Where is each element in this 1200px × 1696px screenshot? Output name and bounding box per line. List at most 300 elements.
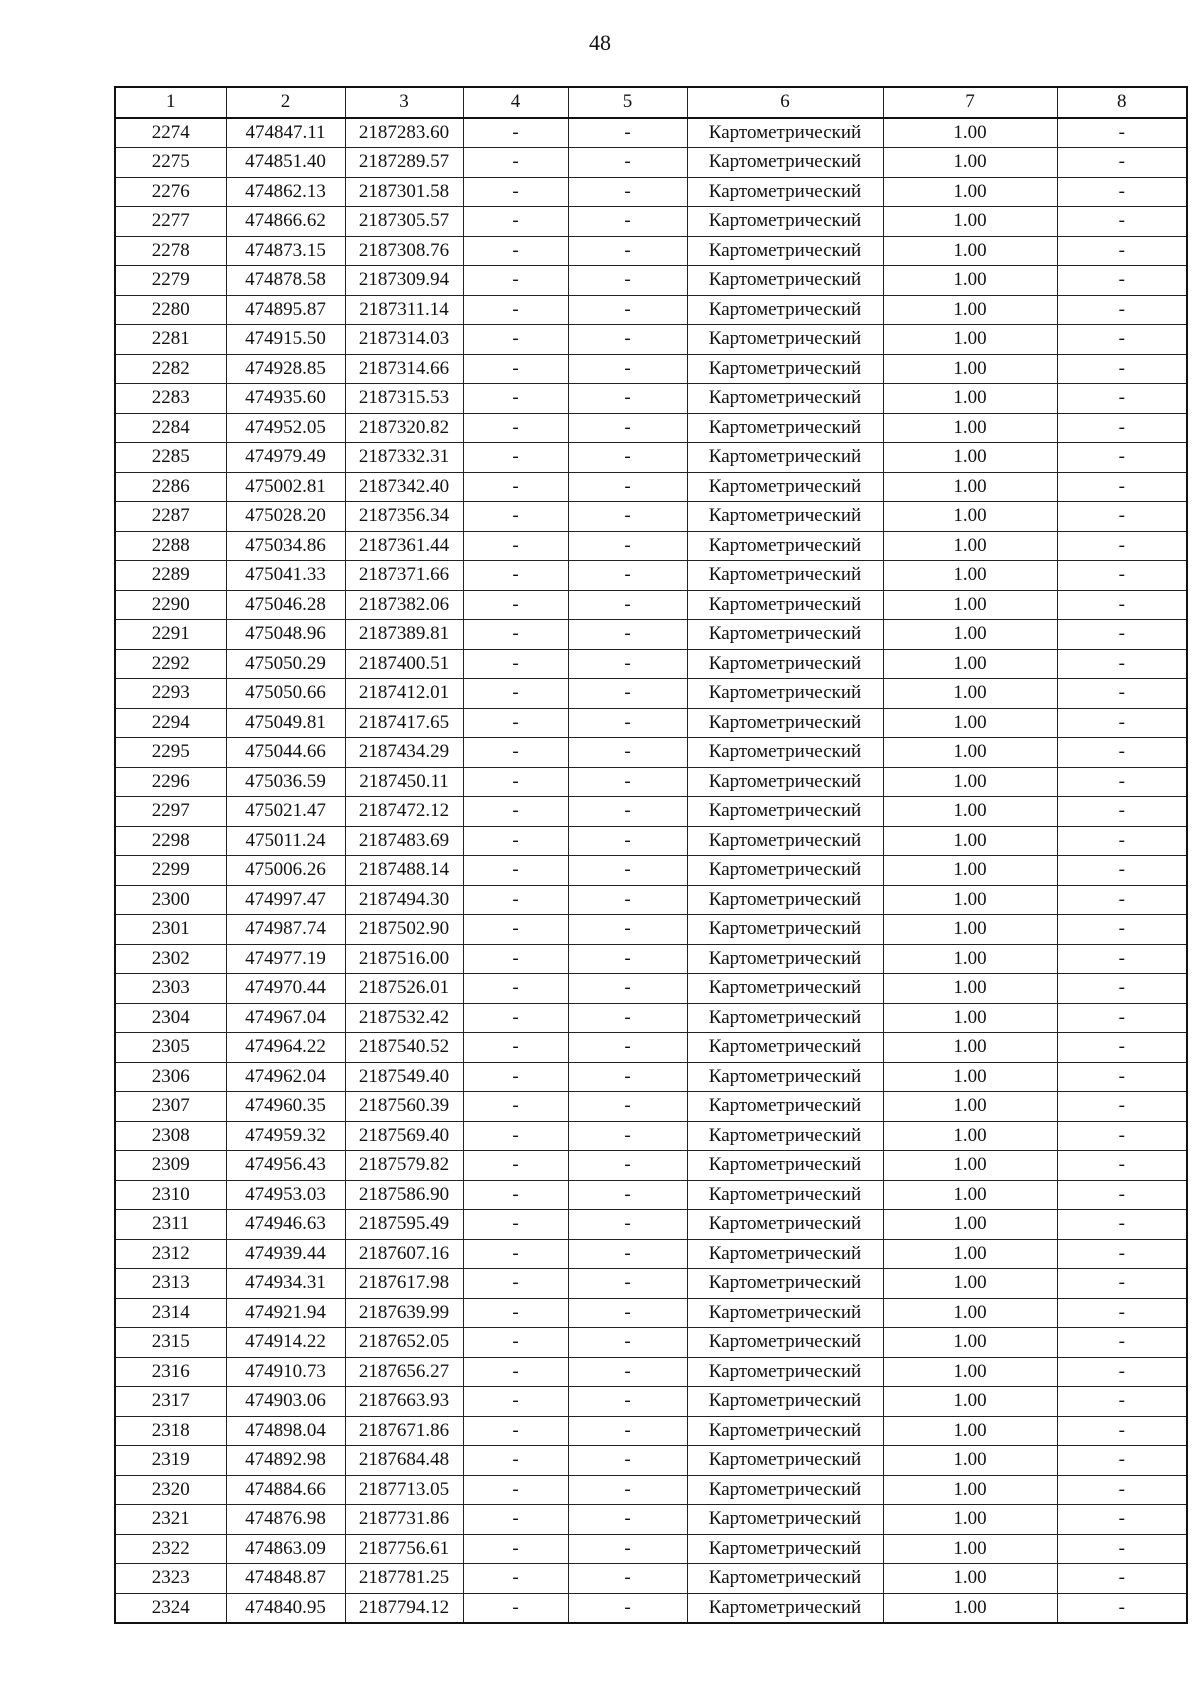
cell-coord-y: 2187540.52: [345, 1033, 463, 1063]
cell-point-number: 2324: [115, 1593, 226, 1623]
cell-method: Картометрический: [687, 797, 883, 827]
cell-coord-y: 2187656.27: [345, 1357, 463, 1387]
cell-point-number: 2293: [115, 679, 226, 709]
cell-col-4: -: [463, 472, 568, 502]
cell-point-number: 2289: [115, 561, 226, 591]
cell-precision: 1.00: [883, 413, 1057, 443]
table-row: [115, 354, 1187, 384]
cell-point-number: 2285: [115, 443, 226, 473]
cell-col-5: -: [568, 1505, 687, 1535]
cell-point-number: 2300: [115, 885, 226, 915]
cell-col-4: -: [463, 531, 568, 561]
cell-coord-x: 475006.26: [226, 856, 345, 886]
cell-col-4: -: [463, 1387, 568, 1417]
cell-method: Картометрический: [687, 856, 883, 886]
cell-point-number: 2320: [115, 1475, 226, 1505]
cell-precision: 1.00: [883, 1062, 1057, 1092]
cell-point-number: 2317: [115, 1387, 226, 1417]
cell-col-8: -: [1057, 325, 1187, 355]
cell-col-4: -: [463, 148, 568, 178]
cell-coord-x: 474946.63: [226, 1210, 345, 1240]
cell-point-number: 2304: [115, 1003, 226, 1033]
cell-coord-x: 475048.96: [226, 620, 345, 650]
cell-point-number: 2299: [115, 856, 226, 886]
cell-col-8: -: [1057, 1505, 1187, 1535]
cell-coord-y: 2187289.57: [345, 148, 463, 178]
coordinates-table: [114, 86, 1188, 1624]
cell-coord-y: 2187450.11: [345, 767, 463, 797]
table-row: [115, 1505, 1187, 1535]
cell-precision: 1.00: [883, 915, 1057, 945]
cell-col-5: -: [568, 1357, 687, 1387]
cell-col-5: -: [568, 679, 687, 709]
table-row: [115, 590, 1187, 620]
cell-coord-y: 2187595.49: [345, 1210, 463, 1240]
table-row: [115, 1416, 1187, 1446]
table-row: [115, 1003, 1187, 1033]
cell-point-number: 2322: [115, 1534, 226, 1564]
cell-method: Картометрический: [687, 413, 883, 443]
cell-coord-y: 2187488.14: [345, 856, 463, 886]
cell-coord-y: 2187417.65: [345, 708, 463, 738]
cell-coord-x: 474898.04: [226, 1416, 345, 1446]
cell-method: Картометрический: [687, 1239, 883, 1269]
cell-col-4: -: [463, 797, 568, 827]
cell-col-5: -: [568, 384, 687, 414]
cell-col-4: -: [463, 649, 568, 679]
cell-precision: 1.00: [883, 295, 1057, 325]
cell-precision: 1.00: [883, 1446, 1057, 1476]
cell-coord-x: 474884.66: [226, 1475, 345, 1505]
table-row: [115, 738, 1187, 768]
cell-coord-y: 2187794.12: [345, 1593, 463, 1623]
cell-col-8: -: [1057, 1092, 1187, 1122]
cell-col-4: -: [463, 266, 568, 296]
page-number: 48: [589, 30, 611, 55]
cell-col-8: -: [1057, 207, 1187, 237]
cell-coord-y: 2187382.06: [345, 590, 463, 620]
cell-coord-y: 2187314.03: [345, 325, 463, 355]
cell-col-8: -: [1057, 649, 1187, 679]
table-row: [115, 472, 1187, 502]
cell-col-5: -: [568, 531, 687, 561]
cell-point-number: 2306: [115, 1062, 226, 1092]
table-row: [115, 325, 1187, 355]
cell-coord-y: 2187652.05: [345, 1328, 463, 1358]
cell-coord-x: 475028.20: [226, 502, 345, 532]
column-header-5: 5: [568, 87, 687, 118]
cell-point-number: 2286: [115, 472, 226, 502]
cell-point-number: 2277: [115, 207, 226, 237]
cell-point-number: 2312: [115, 1239, 226, 1269]
table-row: [115, 1357, 1187, 1387]
cell-precision: 1.00: [883, 177, 1057, 207]
cell-point-number: 2298: [115, 826, 226, 856]
cell-coord-x: 475021.47: [226, 797, 345, 827]
cell-coord-y: 2187639.99: [345, 1298, 463, 1328]
table-header-row: [115, 87, 1187, 118]
cell-precision: 1.00: [883, 826, 1057, 856]
cell-col-4: -: [463, 236, 568, 266]
cell-precision: 1.00: [883, 1210, 1057, 1240]
cell-coord-x: 475049.81: [226, 708, 345, 738]
cell-method: Картометрический: [687, 1151, 883, 1181]
cell-coord-x: 474987.74: [226, 915, 345, 945]
cell-col-5: -: [568, 1416, 687, 1446]
cell-col-5: -: [568, 1092, 687, 1122]
cell-method: Картометрический: [687, 561, 883, 591]
cell-point-number: 2301: [115, 915, 226, 945]
column-header-4: 4: [463, 87, 568, 118]
cell-point-number: 2314: [115, 1298, 226, 1328]
cell-point-number: 2321: [115, 1505, 226, 1535]
cell-col-5: -: [568, 1446, 687, 1476]
cell-method: Картометрический: [687, 266, 883, 296]
cell-coord-y: 2187389.81: [345, 620, 463, 650]
cell-coord-x: 475041.33: [226, 561, 345, 591]
cell-method: Картометрический: [687, 1475, 883, 1505]
cell-precision: 1.00: [883, 1092, 1057, 1122]
table-row: [115, 1328, 1187, 1358]
cell-col-8: -: [1057, 295, 1187, 325]
cell-precision: 1.00: [883, 266, 1057, 296]
cell-col-5: -: [568, 295, 687, 325]
cell-precision: 1.00: [883, 531, 1057, 561]
cell-col-5: -: [568, 885, 687, 915]
cell-precision: 1.00: [883, 1151, 1057, 1181]
cell-col-4: -: [463, 1092, 568, 1122]
cell-precision: 1.00: [883, 679, 1057, 709]
cell-col-4: -: [463, 502, 568, 532]
cell-col-8: -: [1057, 1239, 1187, 1269]
cell-point-number: 2290: [115, 590, 226, 620]
cell-col-5: -: [568, 1593, 687, 1623]
cell-coord-x: 475044.66: [226, 738, 345, 768]
cell-precision: 1.00: [883, 797, 1057, 827]
cell-method: Картометрический: [687, 1387, 883, 1417]
cell-col-8: -: [1057, 1180, 1187, 1210]
cell-point-number: 2302: [115, 944, 226, 974]
cell-col-8: -: [1057, 915, 1187, 945]
cell-col-4: -: [463, 1180, 568, 1210]
cell-coord-y: 2187332.31: [345, 443, 463, 473]
cell-precision: 1.00: [883, 148, 1057, 178]
cell-col-8: -: [1057, 1534, 1187, 1564]
cell-col-5: -: [568, 1062, 687, 1092]
cell-method: Картометрический: [687, 148, 883, 178]
cell-col-4: -: [463, 1062, 568, 1092]
cell-method: Картометрический: [687, 1121, 883, 1151]
cell-coord-y: 2187483.69: [345, 826, 463, 856]
cell-point-number: 2283: [115, 384, 226, 414]
cell-method: Картометрический: [687, 443, 883, 473]
cell-col-8: -: [1057, 443, 1187, 473]
cell-coord-x: 474921.94: [226, 1298, 345, 1328]
cell-col-4: -: [463, 1328, 568, 1358]
cell-col-5: -: [568, 1003, 687, 1033]
cell-point-number: 2316: [115, 1357, 226, 1387]
cell-precision: 1.00: [883, 944, 1057, 974]
cell-coord-x: 474892.98: [226, 1446, 345, 1476]
cell-point-number: 2287: [115, 502, 226, 532]
cell-col-5: -: [568, 1033, 687, 1063]
cell-col-5: -: [568, 1269, 687, 1299]
cell-precision: 1.00: [883, 354, 1057, 384]
cell-col-4: -: [463, 384, 568, 414]
cell-coord-x: 474903.06: [226, 1387, 345, 1417]
cell-point-number: 2303: [115, 974, 226, 1004]
table-row: [115, 885, 1187, 915]
cell-coord-x: 474952.05: [226, 413, 345, 443]
cell-precision: 1.00: [883, 1564, 1057, 1594]
table-row: [115, 944, 1187, 974]
cell-precision: 1.00: [883, 856, 1057, 886]
cell-coord-x: 475002.81: [226, 472, 345, 502]
cell-coord-x: 474863.09: [226, 1534, 345, 1564]
cell-coord-x: 474967.04: [226, 1003, 345, 1033]
cell-precision: 1.00: [883, 1033, 1057, 1063]
cell-coord-x: 474914.22: [226, 1328, 345, 1358]
cell-point-number: 2288: [115, 531, 226, 561]
cell-method: Картометрический: [687, 384, 883, 414]
table-row: [115, 1180, 1187, 1210]
cell-method: Картометрический: [687, 1269, 883, 1299]
cell-coord-y: 2187579.82: [345, 1151, 463, 1181]
cell-col-5: -: [568, 1180, 687, 1210]
cell-precision: 1.00: [883, 1416, 1057, 1446]
cell-coord-y: 2187713.05: [345, 1475, 463, 1505]
cell-coord-y: 2187781.25: [345, 1564, 463, 1594]
cell-col-5: -: [568, 1564, 687, 1594]
cell-precision: 1.00: [883, 236, 1057, 266]
column-header-8: 8: [1057, 87, 1187, 118]
cell-coord-x: 474977.19: [226, 944, 345, 974]
cell-col-8: -: [1057, 708, 1187, 738]
cell-coord-x: 474848.87: [226, 1564, 345, 1594]
cell-coord-x: 475036.59: [226, 767, 345, 797]
cell-col-4: -: [463, 767, 568, 797]
cell-col-4: -: [463, 708, 568, 738]
cell-coord-y: 2187434.29: [345, 738, 463, 768]
cell-coord-y: 2187342.40: [345, 472, 463, 502]
cell-coord-x: 474873.15: [226, 236, 345, 266]
cell-col-4: -: [463, 413, 568, 443]
cell-col-5: -: [568, 177, 687, 207]
cell-method: Картометрический: [687, 1357, 883, 1387]
cell-coord-x: 474876.98: [226, 1505, 345, 1535]
cell-method: Картометрический: [687, 236, 883, 266]
cell-precision: 1.00: [883, 974, 1057, 1004]
cell-coord-y: 2187400.51: [345, 649, 463, 679]
cell-col-4: -: [463, 738, 568, 768]
table-row: [115, 708, 1187, 738]
cell-precision: 1.00: [883, 1269, 1057, 1299]
cell-col-4: -: [463, 443, 568, 473]
cell-coord-x: 475050.29: [226, 649, 345, 679]
table-row: [115, 1387, 1187, 1417]
cell-col-8: -: [1057, 1151, 1187, 1181]
cell-coord-x: 474866.62: [226, 207, 345, 237]
cell-col-4: -: [463, 1593, 568, 1623]
cell-method: Картометрический: [687, 1062, 883, 1092]
cell-method: Картометрический: [687, 1003, 883, 1033]
cell-col-8: -: [1057, 826, 1187, 856]
cell-point-number: 2284: [115, 413, 226, 443]
cell-coord-y: 2187361.44: [345, 531, 463, 561]
table-row: [115, 531, 1187, 561]
cell-col-8: -: [1057, 1298, 1187, 1328]
cell-col-8: -: [1057, 118, 1187, 148]
cell-coord-y: 2187301.58: [345, 177, 463, 207]
cell-precision: 1.00: [883, 1387, 1057, 1417]
cell-col-4: -: [463, 856, 568, 886]
table-row: [115, 1564, 1187, 1594]
cell-coord-y: 2187663.93: [345, 1387, 463, 1417]
cell-precision: 1.00: [883, 207, 1057, 237]
cell-method: Картометрический: [687, 620, 883, 650]
cell-method: Картометрический: [687, 1416, 883, 1446]
cell-col-4: -: [463, 118, 568, 148]
table-row: [115, 974, 1187, 1004]
cell-method: Картометрический: [687, 1210, 883, 1240]
cell-col-5: -: [568, 1387, 687, 1417]
cell-col-5: -: [568, 443, 687, 473]
cell-precision: 1.00: [883, 1003, 1057, 1033]
cell-coord-y: 2187684.48: [345, 1446, 463, 1476]
cell-point-number: 2282: [115, 354, 226, 384]
cell-coord-y: 2187494.30: [345, 885, 463, 915]
cell-coord-x: 475050.66: [226, 679, 345, 709]
cell-col-4: -: [463, 590, 568, 620]
cell-col-8: -: [1057, 1446, 1187, 1476]
cell-coord-y: 2187371.66: [345, 561, 463, 591]
cell-col-8: -: [1057, 236, 1187, 266]
cell-col-8: -: [1057, 767, 1187, 797]
cell-coord-y: 2187532.42: [345, 1003, 463, 1033]
cell-col-8: -: [1057, 1475, 1187, 1505]
table-row: [115, 767, 1187, 797]
cell-method: Картометрический: [687, 649, 883, 679]
cell-col-4: -: [463, 1416, 568, 1446]
cell-coord-x: 474962.04: [226, 1062, 345, 1092]
cell-precision: 1.00: [883, 1328, 1057, 1358]
cell-coord-x: 474953.03: [226, 1180, 345, 1210]
cell-point-number: 2305: [115, 1033, 226, 1063]
column-header-6: 6: [687, 87, 883, 118]
table-row: [115, 856, 1187, 886]
cell-point-number: 2323: [115, 1564, 226, 1594]
cell-col-8: -: [1057, 1328, 1187, 1358]
cell-col-4: -: [463, 1033, 568, 1063]
cell-method: Картометрический: [687, 915, 883, 945]
cell-col-8: -: [1057, 177, 1187, 207]
cell-coord-x: 474934.31: [226, 1269, 345, 1299]
cell-precision: 1.00: [883, 1534, 1057, 1564]
cell-col-8: -: [1057, 561, 1187, 591]
cell-point-number: 2276: [115, 177, 226, 207]
cell-col-8: -: [1057, 413, 1187, 443]
cell-col-5: -: [568, 856, 687, 886]
cell-coord-y: 2187314.66: [345, 354, 463, 384]
cell-col-5: -: [568, 1475, 687, 1505]
cell-coord-y: 2187305.57: [345, 207, 463, 237]
cell-col-8: -: [1057, 1357, 1187, 1387]
cell-precision: 1.00: [883, 1505, 1057, 1535]
cell-col-4: -: [463, 295, 568, 325]
cell-coord-x: 474979.49: [226, 443, 345, 473]
cell-col-5: -: [568, 915, 687, 945]
cell-col-5: -: [568, 1328, 687, 1358]
table-row: [115, 561, 1187, 591]
cell-precision: 1.00: [883, 384, 1057, 414]
cell-point-number: 2297: [115, 797, 226, 827]
cell-coord-y: 2187472.12: [345, 797, 463, 827]
cell-col-8: -: [1057, 885, 1187, 915]
table-row: [115, 1210, 1187, 1240]
cell-precision: 1.00: [883, 1298, 1057, 1328]
cell-col-5: -: [568, 708, 687, 738]
cell-coord-y: 2187560.39: [345, 1092, 463, 1122]
cell-coord-x: 474935.60: [226, 384, 345, 414]
cell-col-8: -: [1057, 1033, 1187, 1063]
table-row: [115, 148, 1187, 178]
cell-method: Картометрический: [687, 502, 883, 532]
cell-col-8: -: [1057, 738, 1187, 768]
cell-coord-x: 474878.58: [226, 266, 345, 296]
cell-coord-y: 2187756.61: [345, 1534, 463, 1564]
cell-point-number: 2275: [115, 148, 226, 178]
cell-method: Картометрический: [687, 885, 883, 915]
cell-col-5: -: [568, 974, 687, 1004]
cell-col-4: -: [463, 944, 568, 974]
cell-point-number: 2318: [115, 1416, 226, 1446]
cell-method: Картометрический: [687, 1505, 883, 1535]
cell-method: Картометрический: [687, 590, 883, 620]
cell-col-5: -: [568, 354, 687, 384]
cell-coord-x: 474939.44: [226, 1239, 345, 1269]
cell-col-8: -: [1057, 531, 1187, 561]
table-row: [115, 118, 1187, 148]
cell-point-number: 2280: [115, 295, 226, 325]
cell-col-4: -: [463, 679, 568, 709]
cell-coord-x: 474956.43: [226, 1151, 345, 1181]
cell-col-4: -: [463, 1475, 568, 1505]
cell-col-4: -: [463, 915, 568, 945]
cell-coord-x: 474847.11: [226, 118, 345, 148]
cell-col-8: -: [1057, 148, 1187, 178]
cell-point-number: 2319: [115, 1446, 226, 1476]
cell-coord-x: 474910.73: [226, 1357, 345, 1387]
table-row: [115, 1475, 1187, 1505]
cell-coord-x: 474964.22: [226, 1033, 345, 1063]
cell-col-8: -: [1057, 679, 1187, 709]
table-row: [115, 266, 1187, 296]
cell-col-8: -: [1057, 1564, 1187, 1594]
cell-col-8: -: [1057, 1003, 1187, 1033]
cell-coord-x: 474960.35: [226, 1092, 345, 1122]
cell-col-5: -: [568, 738, 687, 768]
cell-point-number: 2309: [115, 1151, 226, 1181]
cell-col-5: -: [568, 620, 687, 650]
cell-precision: 1.00: [883, 325, 1057, 355]
cell-col-8: -: [1057, 944, 1187, 974]
cell-col-4: -: [463, 1239, 568, 1269]
cell-coord-y: 2187502.90: [345, 915, 463, 945]
cell-coord-y: 2187315.53: [345, 384, 463, 414]
table-row: [115, 679, 1187, 709]
cell-col-5: -: [568, 207, 687, 237]
cell-col-8: -: [1057, 620, 1187, 650]
